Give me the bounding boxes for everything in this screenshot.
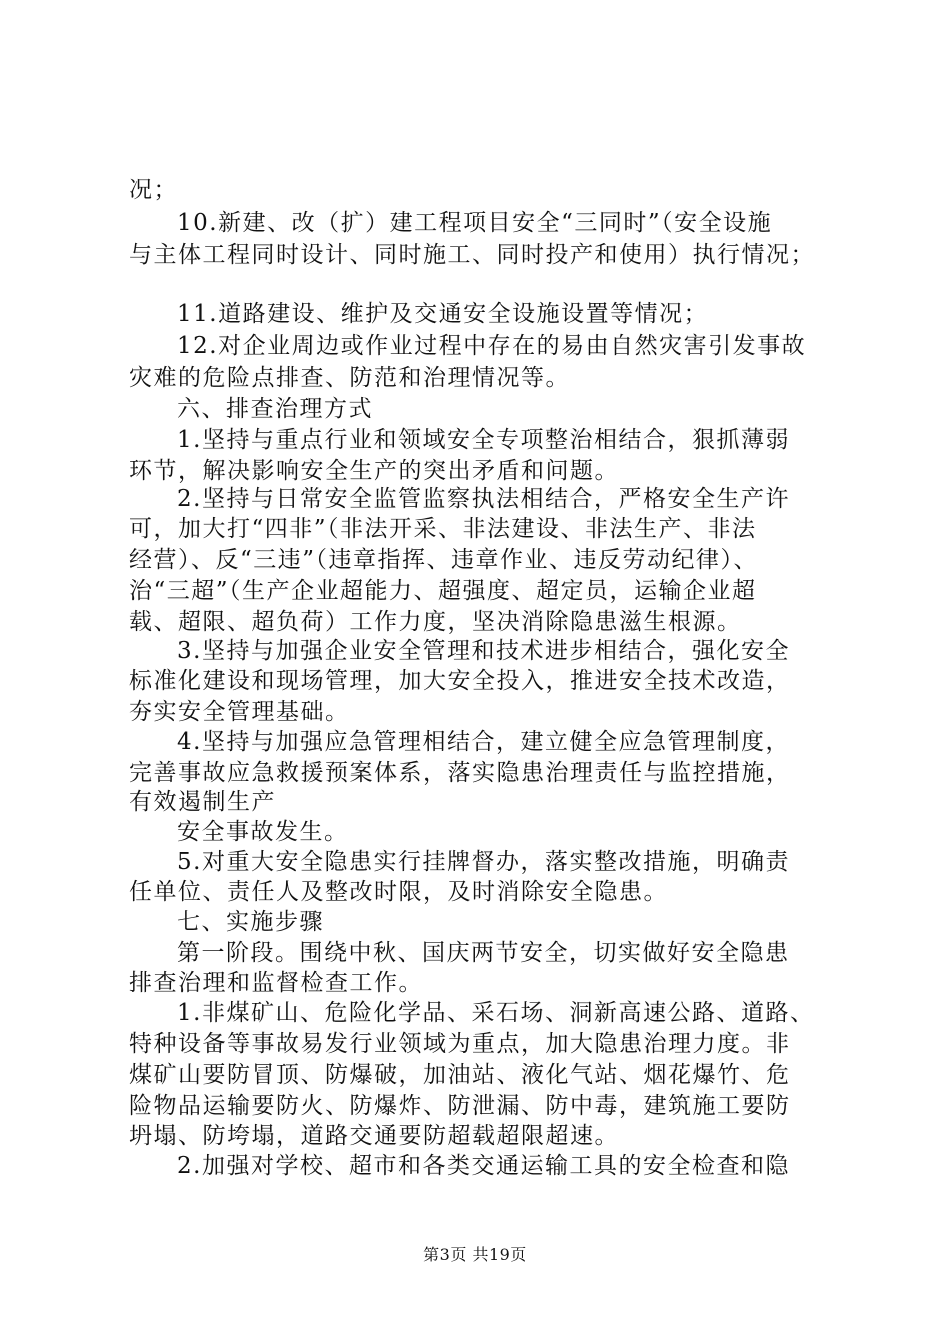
text-line: 10.新建、改（扩）建工程项目安全“三同时”（安全设施	[177, 210, 773, 236]
text-line: 经营）、反“三违”（违章指挥、违章作业、违反劳动纪律）、	[129, 547, 759, 573]
page-footer: 第3页 共19页	[423, 1245, 527, 1264]
text-line: 载、超限、超负荷）工作力度，坚决消除隐患滋生根源。	[129, 609, 742, 635]
text-line: 煤矿山要防冒顶、防爆破，加油站、液化气站、烟花爆竹、危	[129, 1062, 791, 1088]
text-line: 1.坚持与重点行业和领域安全专项整治相结合，狠抓薄弱	[177, 427, 790, 453]
text-line: 况；	[129, 177, 178, 203]
text-line: 坍塌、防垮塌，道路交通要防超载超限超速。	[129, 1123, 619, 1149]
text-line: 2.加强对学校、超市和各类交通运输工具的安全检查和隐	[177, 1153, 790, 1179]
section-heading: 七、实施步骤	[177, 909, 324, 935]
text-line: 险物品运输要防火、防爆炸、防泄漏、防中毒，建筑施工要防	[129, 1093, 791, 1119]
text-line: 灾难的危险点排查、防范和治理情况等。	[129, 365, 570, 391]
text-line: 1.非煤矿山、危险化学品、采石场、洞新高速公路、道路、	[177, 1000, 815, 1026]
text-line: 2.坚持与日常安全监管监察执法相结合，严格安全生产许	[177, 486, 790, 512]
text-line: 11.道路建设、维护及交通安全设施设置等情况；	[177, 301, 709, 327]
text-line: 可，加大打“四非”（非法开采、非法建设、非法生产、非法	[129, 516, 757, 542]
text-line: 安全事故发生。	[177, 819, 349, 845]
text-line: 任单位、责任人及整改时限，及时消除安全隐患。	[129, 879, 668, 905]
section-heading: 六、排查治理方式	[177, 396, 373, 422]
text-line: 4.坚持与加强应急管理相结合，建立健全应急管理制度，	[177, 729, 790, 755]
text-line: 5.对重大安全隐患实行挂牌督办，落实整改措施，明确责	[177, 849, 790, 875]
text-line: 与主体工程同时设计、同时施工、同时投产和使用）执行情况；	[129, 242, 815, 268]
text-line: 完善事故应急救援预案体系，落实隐患治理责任与监控措施，	[129, 760, 791, 786]
text-line: 排查治理和监督检查工作。	[129, 970, 423, 996]
text-line: 第一阶段。围绕中秋、国庆两节安全，切实做好安全隐患	[177, 940, 790, 966]
text-line: 特种设备等事故易发行业领域为重点，加大隐患治理力度。非	[129, 1031, 791, 1057]
text-line: 12.对企业周边或作业过程中存在的易由自然灾害引发事故	[177, 333, 807, 359]
text-line: 夯实安全管理基础。	[129, 699, 350, 725]
text-line: 有效遏制生产	[129, 789, 276, 815]
text-line: 标准化建设和现场管理，加大安全投入，推进安全技术改造，	[129, 668, 791, 694]
text-line: 3.坚持与加强企业安全管理和技术进步相结合，强化安全	[177, 638, 790, 664]
text-line: 环节，解决影响安全生产的突出矛盾和问题。	[129, 458, 619, 484]
text-line: 治“三超”（生产企业超能力、超强度、超定员，运输企业超	[129, 578, 757, 604]
